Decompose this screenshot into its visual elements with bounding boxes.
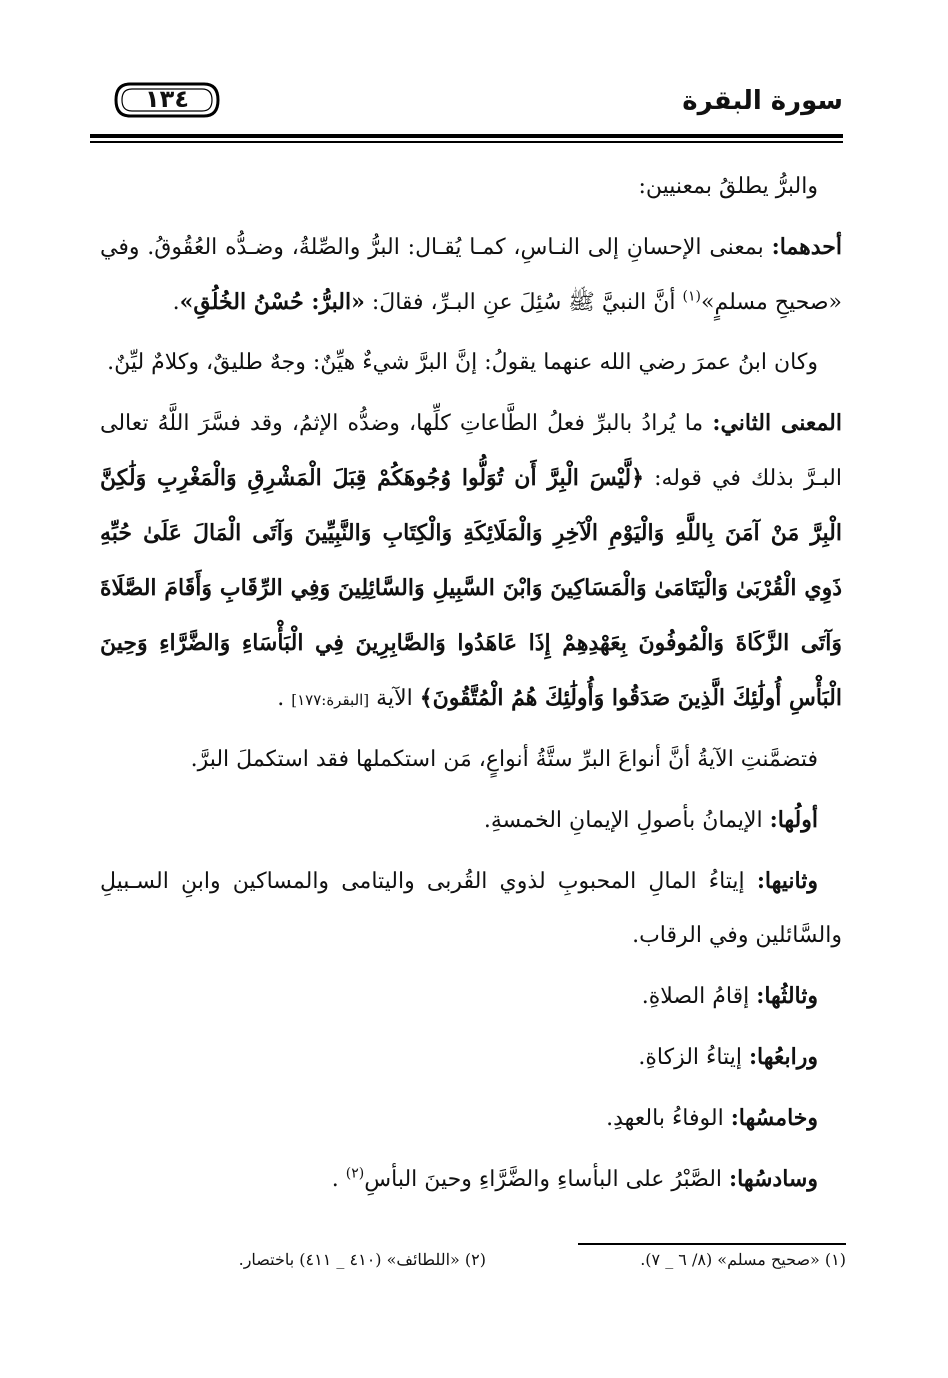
list-item-3 <box>100 969 842 1024</box>
list-item-6 <box>100 1152 842 1207</box>
first-meaning-text-2: أنَّ النبيَّ ﷺ سُئِلَ عنِ البـرِّ، فقالَ: <box>364 290 683 315</box>
list-item-5 <box>100 1091 842 1146</box>
list-item-1 <box>100 793 842 848</box>
item-3-text: إقامُ الصلاةِ. <box>641 984 757 1009</box>
hadith-quote: «البرُّ: حُسْنُ الخُلُقِ» <box>179 289 365 315</box>
footnote-2: (٢) «اللطائف» (٤١٠ _ ٤١١) باختصار. <box>238 1250 486 1269</box>
surah-title: سورة البقرة <box>682 86 843 116</box>
item-5-label: وخامسُها: <box>730 1105 818 1131</box>
first-meaning-end: . <box>172 290 180 315</box>
header-rule-thin <box>90 141 843 143</box>
item-2-text: إيتاءُ المالِ المحبوبِ لذوي القُربى واليتامى والمساكين وابنِ السـبيلِ والسَّائلين وفي الرقاب. <box>100 869 842 948</box>
footnote-ref-1: (١) <box>682 288 702 305</box>
page-number-frame <box>112 80 222 120</box>
item-4-label: ورابعُها: <box>748 1044 818 1070</box>
six-types-text: فتضمَّنتِ الآيةُ أنَّ أنواعَ البرِّ ستَّةُ أنواعٍ، مَن استكملها فقد استكملَ البرَّ. <box>190 747 818 772</box>
item-4-text: إيتاءُ الزكاةِ. <box>638 1045 749 1070</box>
item-6-label: وسادسُها: <box>729 1166 818 1192</box>
item-2-label: وثانيها: <box>756 868 818 894</box>
paragraph-second-meaning <box>100 396 842 727</box>
header-rule-thick <box>90 134 843 138</box>
paragraph-ibn-umar <box>100 336 842 390</box>
item-6-end: . <box>331 1167 346 1192</box>
item-6-text: الصَّبْرُ على البأساءِ والضَّرَّاءِ وحينَ البأسِ <box>364 1167 730 1192</box>
item-3-label: وثالثُها: <box>756 983 818 1009</box>
first-meaning-label: أحدهما: <box>771 234 842 260</box>
first-meaning-text: بمعنى الإحسانِ إلى النـاسِ، كمـا يُقـال: البرُّ والصِّلةُ، وضـدُّه العُقُوقُ. وفي «صحيحِ مسلمٍ» <box>100 235 842 315</box>
aya-word: الآية <box>369 686 420 711</box>
second-meaning-label: المعنى الثاني: <box>712 410 842 436</box>
footnote-1: (١) «صحيح مسلم» (٨/ ٦ _ ٧). <box>640 1250 846 1269</box>
page-header <box>90 80 843 130</box>
footnotes <box>150 1250 846 1280</box>
item-5-text: الوفاءُ بالعهدِ. <box>606 1106 731 1131</box>
list-item-4 <box>100 1030 842 1085</box>
paragraph-six-types <box>100 733 842 787</box>
item-1-text: الإيمانُ بأصولِ الإيمانِ الخمسةِ. <box>483 808 770 833</box>
verse-reference: [البقرة:١٧٧] <box>291 691 370 709</box>
footnote-ref-2: (٢) <box>345 1165 365 1182</box>
quran-verse: ﴿لَّيْسَ الْبِرَّ أَن تُوَلُّوا وُجُوهَكُمْ قِبَلَ الْمَشْرِقِ وَالْمَغْرِبِ وَلَٰكِنَّ الْبِرَّ مَنْ آمَنَ بِاللَّهِ وَالْيَوْمِ الْآخِرِ وَالْمَلَائِكَةِ وَالْكِتَابِ وَالنَّبِيِّينَ وَآتَى الْمَالَ عَلَىٰ حُبِّهِ ذَوِي الْقُرْبَىٰ وَالْيَتَامَىٰ وَالْمَسَاكِينَ وَابْنَ السَّبِيلِ وَالسَّائِلِينَ وَفِي الرِّقَابِ وَأَقَامَ الصَّلَاةَ وَآتَى الزَّكَاةَ وَالْمُوفُونَ بِعَهْدِهِمْ إِذَا عَاهَدُوا وَالصَّابِرِينَ فِي الْبَأْسَاءِ وَالضَّرَّاءِ وَحِينَ الْبَأْسِ أُولَٰئِكَ الَّذِينَ صَدَقُوا وَأُولَٰئِكَ هُمُ الْمُتَّقُونَ﴾ <box>100 465 842 711</box>
second-meaning-end: . <box>277 686 292 711</box>
footnote-rule <box>578 1243 846 1245</box>
paragraph-first-meaning <box>100 220 842 330</box>
paragraph-intro <box>100 160 842 214</box>
page-number: ١٣٤ <box>145 85 189 113</box>
second-meaning-text: ما يُرادُ بالبرِّ فعلُ الطَّاعاتِ كلِّها، وضدُّه الإثمُ، وقد فسَّرَ اللَّهُ تعالى البـرَّ بذلك في قوله: <box>100 411 842 491</box>
page-body <box>100 160 842 1213</box>
list-item-2 <box>100 854 842 963</box>
ibn-umar-text: وكان ابنُ عمرَ رضي الله عنهما يقولُ: إنَّ البرَّ شيءٌ هيِّنٌ: وجهٌ طليقٌ، وكلامٌ ليِّنٌ. <box>107 350 818 375</box>
item-1-label: أولُها: <box>769 807 818 833</box>
intro-text: والبرُّ يطلقُ بمعنيين: <box>638 174 818 199</box>
